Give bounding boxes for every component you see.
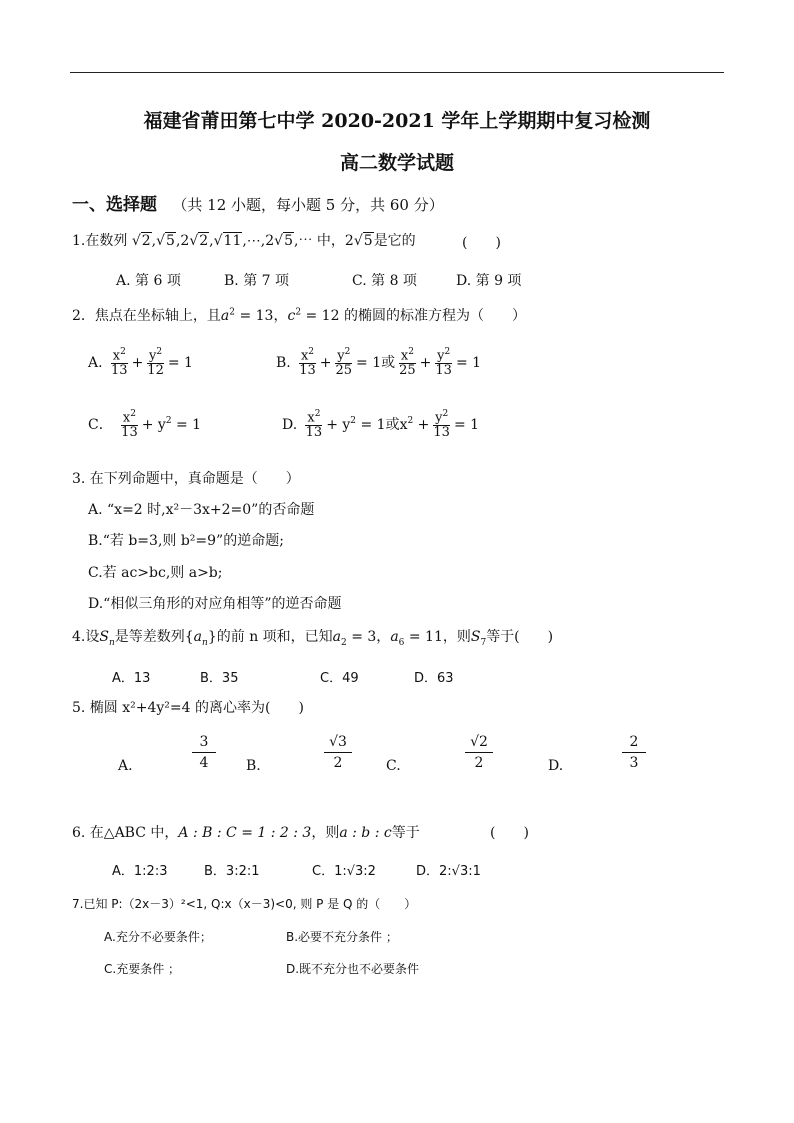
question-4: 4.设$S_n$是等差数列$\{a_n\}$的前 n 项和，已知$a_2 = 3$，$a_6 = 11$，则$S_7$等于( ) [72,629,554,648]
question-2: 2．焦点在坐标轴上，且$a^2 = 13$，$c^2 = 12$ 的椭圆的标准方程为（ ） [72,307,526,324]
section-note: （共 12 小题，每小题 5 分，共 60 分） [172,196,444,214]
header-rule [70,72,724,73]
sequence-expression: √2,√5,2√2,√11,⋯,2√5,⋯ [131,233,313,249]
question-3: 3. 在下列命题中，真命题是（ ） [72,471,300,487]
exam-title: 福建省莆田第七中学 2020-2021 学年上学期期中复习检测 [143,110,651,132]
q2-option-d: D. $\frac{x^2}{13}$ + $y^2 = 1$或$x^2$ + $\frac{y^2}{13}$ = 1 [282,409,480,440]
q3-option-a: A. “x=2 时,x²－3x+2=0”的否命题 [88,502,315,518]
q6-option-c: C．1:√3:2 [312,864,376,879]
exam-subtitle: 高二数学试题 [339,152,454,174]
q7-option-b: B.必要不充分条件 ； [286,930,398,944]
q3-option-d: D.“相似三角形的对应角相等”的逆否命题 [88,596,342,612]
q6-option-b: B．3:2:1 [204,864,260,879]
q5-fraction-b: √3 2 [324,734,352,771]
q2-option-c: C． $\frac{x^2}{13}$ + $y^2 = 1$ [88,409,202,440]
q5-label-a: A. [118,758,133,774]
question-6: 6. 在△ABC 中，A : B : C = 1 : 2 : 3，则a : b : c等于 [72,825,420,841]
section-title: 一、选择题 [72,195,157,215]
q6-option-d: D．2:√3:1 [416,864,481,879]
q1-option-d: D. 第 9 项 [456,273,522,289]
q4-option-c: C．49 [320,671,359,686]
question-5: 5. 椭圆 x²+4y²=4 的离心率为( ) [72,700,304,716]
q6-paren: ( ) [490,825,529,841]
question-7: 7.已知 P:（2x－3）²<1, Q:x（x－3)<0, 则 P 是 Q 的（ ） [72,897,417,911]
q2-option-b: B. $\frac{x^2}{13}$ + $\frac{y^2}{25}$ = 1或 $\frac{x^2}{25}$ + $\frac{y^2}{13}$ = 1 [276,347,482,378]
q5-fraction-d: 2 3 [622,734,646,771]
q5-label-c: C. [386,758,401,774]
q5-fraction-a: 3 4 [192,734,216,771]
q7-option-c: C.充要条件 ； [104,962,181,976]
q3-option-b: B.“若 b=3,则 b²=9”的逆命题; [88,533,284,549]
q6-option-a: A．1:2:3 [112,864,168,879]
q1-option-b: B. 第 7 项 [224,273,289,289]
q5-label-d: D. [548,758,564,774]
q1-paren: ( ) [462,235,501,251]
q5-fraction-c: √2 2 [465,734,493,771]
section-heading [72,190,444,215]
q4-option-d: D．63 [414,671,454,686]
q1-option-c: C. 第 8 项 [352,273,417,289]
question-1: 1.在数列 √2,√5,2√2,√11,⋯,2√5,⋯ 中，2√5是它的 [72,233,416,249]
q7-option-d: D.既不充分也不必要条件 [286,962,420,976]
q1-option-a: A. 第 6 项 [116,273,181,289]
q5-label-b: B. [246,758,261,774]
q4-option-b: B．35 [200,671,239,686]
q7-option-a: A.充分不必要条件； [104,930,212,944]
q2-option-a: A. $\frac{x^2}{13}$ + $\frac{y^2}{12}$ = 1 [88,347,193,378]
q3-option-c: C.若 ac>bc,则 a>b; [88,565,223,581]
q4-option-a: A．13 [112,671,151,686]
